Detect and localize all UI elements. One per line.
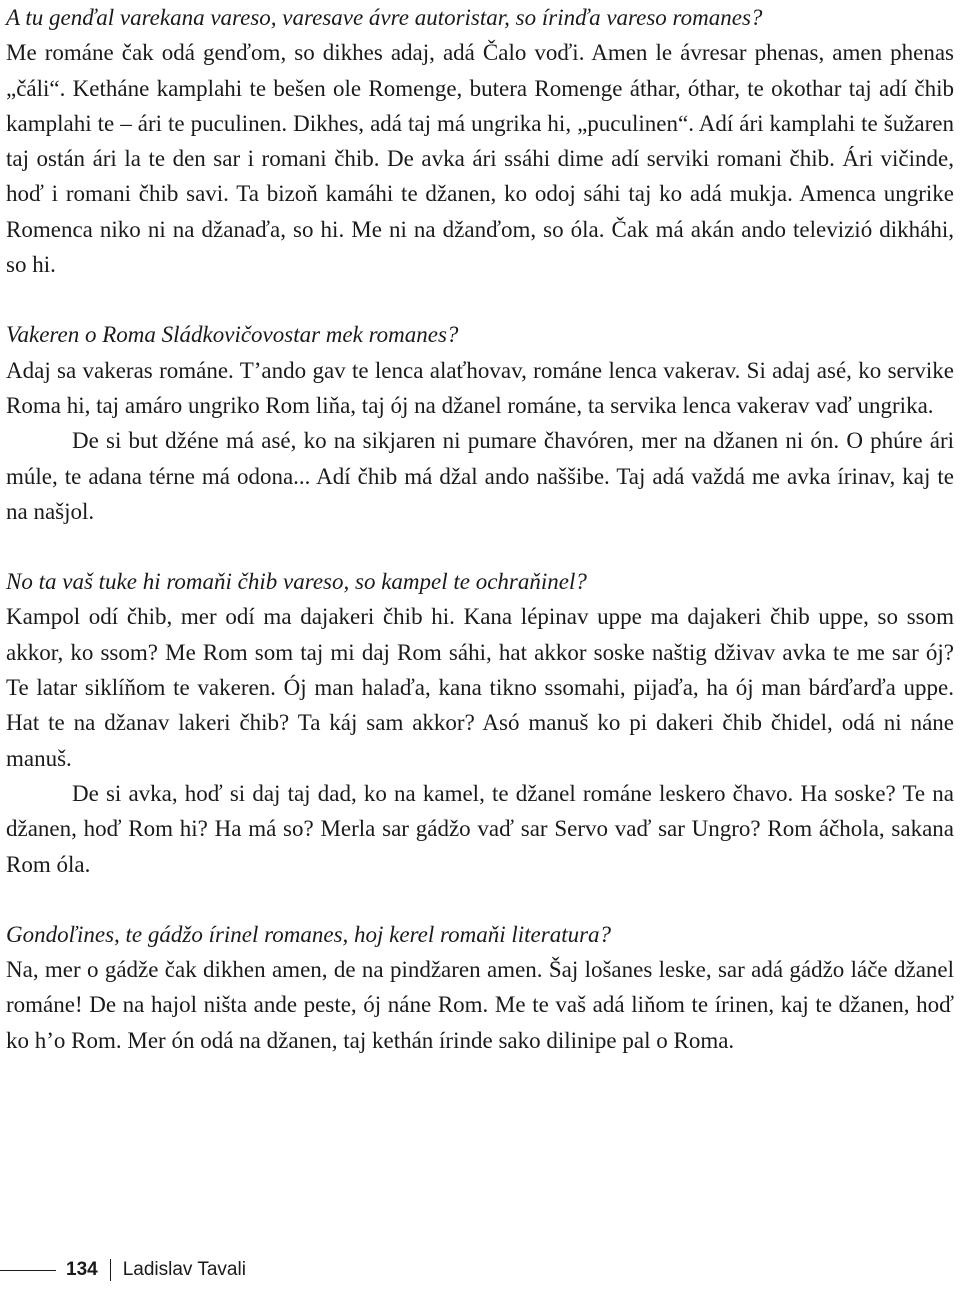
footer-rule — [0, 1270, 56, 1271]
page-number: 134 — [66, 1259, 98, 1280]
answer-paragraph: De si but džéne má asé, ko na sikjaren ni pumare čhavóren, mer na džanen ni ón. O phúre ári múle, te adana térne má odona... Adí čhib má džal ando naššibe. Taj adá važdá me avka írinav, kaj te na našjol. — [6, 428, 954, 524]
interview-question: A tu genďal varekana vareso, varesave ávre autoristar, so írinďa vareso romanes? — [6, 5, 763, 30]
page-footer — [0, 1250, 600, 1290]
author-name: Ladislav Tavali — [122, 1259, 246, 1280]
answer-paragraph: Kampol odí čhib, mer odí ma dajakeri čhib hi. Kana lépinav uppe ma dajakeri čhib uppe, so ssom akkor, ko ssom? Me Rom som taj mi daj Rom sáhi, hat akkor soske naštig dživav avka te me sar ój? Te latar siklíňom te vakeren. Ój man halaďa, kana tikno ssomahi, pijaďa, ha ój man bárďarďa uppe. Hat te na džanav lakeri čhib? Ta káj sam akkor? Asó manuš ko pi dakeri čhib čhidel, odá ni náne manuš. — [6, 604, 954, 771]
interview-question: No ta vaš tuke hi romaňi čhib vareso, so kampel te ochraňinel? — [6, 569, 587, 595]
interview-section-2 — [6, 317, 954, 529]
interview-question: Gondoľines, te gádžo írinel romanes, hoj kerel romaňi literatura? — [6, 921, 612, 947]
interview-question: Vakeren o Roma Sládkovičovostar mek romanes? — [6, 322, 459, 348]
interview-section-4 — [6, 917, 954, 1058]
answer-paragraph: Na, mer o gádže čak dikhen amen, de na pindžaren amen. Šaj lošanes leske, sar adá gádžo láče džanel románe! De na hajol ništa ande peste, ój náne Rom. Me te vaš adá liňom te írinen, kaj te džanen, hoď ko h’o Rom. Mer ón odá na džanen, taj kethán írinde sako dilinipe pal o Roma. — [6, 957, 954, 1053]
interview-section-3 — [6, 564, 954, 882]
interview-section-1 — [6, 0, 954, 282]
answer-paragraph: De si avka, hoď si daj taj dad, ko na kamel, te džanel románe leskero čhavo. Ha soske? Te na džanen, hoď Rom hi? Ha má so? Merla sar gádžo vaď sar Servo vaď sar Ungro? Rom áčhola, sakana Rom óla. — [6, 780, 954, 877]
answer-paragraph: Me románe čak odá genďom, so dikhes adaj, adá Čalo voďi. Amen le ávresar phenas, amen phenas „čáli“. Ketháne kamplahi te bešen ole Romenge, butera Romenge áthar, óthar, te okothar taj adí čhib kamplahi te – ári te puculinen. Dikhes, adá taj má ungrika hi, „puculinen“. Adí ári kamplahi te šužaren taj ostán ári la te den sar i romani čhib. De avka ári ssáhi dime adí serviki romani čhib. Ári vičinde, hoď i romani čhib savi. Ta bizoň kamáhi te džanen, ko odoj sáhi taj ko adá mukja. Amenca ungrike Romenca niko ni na džanaďa, so hi. Me ni na džanďom, so óla. Čak má akán ando televizió dikháhi, so hi. — [6, 40, 954, 278]
answer-paragraph: Adaj sa vakeras románe. T’ando gav te lenca alaťhovav, románe lenca vakerav. Si adaj asé, ko servike Roma hi, taj amáro ungriko Rom liňa, taj ój na džanel románe, ta servika lenca vakerav vaď ungrika. — [6, 357, 954, 418]
article-body — [6, 0, 954, 1058]
footer-separator — [110, 1259, 111, 1281]
